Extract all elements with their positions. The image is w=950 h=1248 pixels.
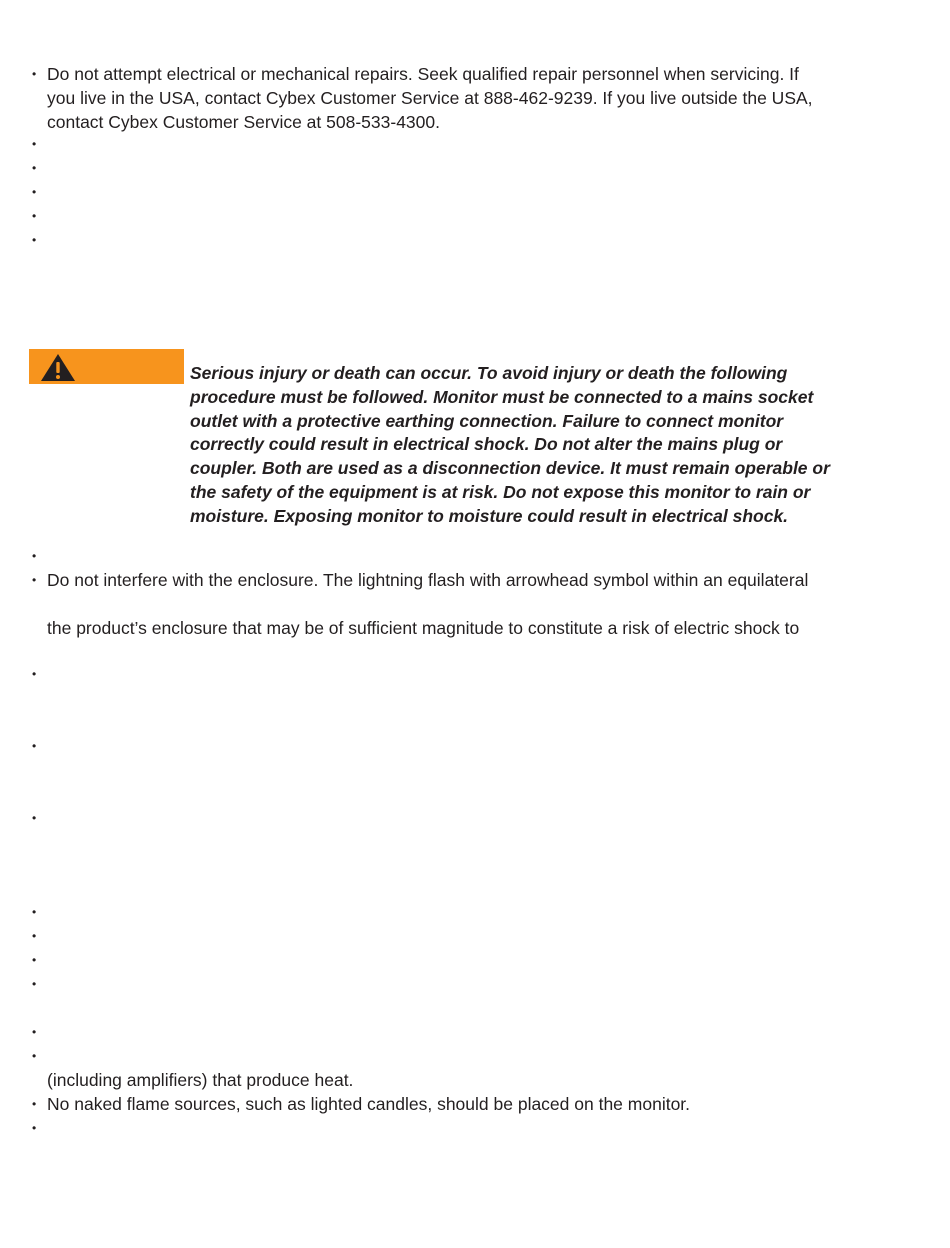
bullet-text-line: contact Cybex Customer Service at 508-533-4300. bbox=[47, 112, 440, 132]
bullet-marker: • bbox=[32, 811, 37, 825]
bullet-text-line: Do not interfere with the enclosure. The lightning flash with arrowhead symbol within an equilateral bbox=[47, 570, 809, 590]
warning-text-line: coupler. Both are used as a disconnection device. It must remain operable or bbox=[190, 458, 830, 479]
warning-text-line: correctly could result in electrical shock. Do not alter the mains plug or bbox=[190, 434, 783, 455]
bullet-marker: • bbox=[32, 977, 37, 991]
bullet-marker: • bbox=[32, 161, 37, 175]
bullet-marker: • bbox=[32, 185, 37, 199]
warning-banner bbox=[29, 349, 184, 384]
warning-text-line: moisture. Exposing monitor to moisture could result in electrical shock. bbox=[190, 505, 789, 526]
bullet-marker: • bbox=[32, 1097, 37, 1111]
bullet-marker: • bbox=[32, 1121, 37, 1135]
bullet-marker: • bbox=[32, 233, 37, 247]
warning-text-line: procedure must be followed. Monitor must be connected to a mains socket bbox=[190, 386, 814, 407]
bullet-text-line: Do not attempt electrical or mechanical repairs. Seek qualified repair personnel when servicing. If bbox=[47, 64, 799, 84]
continuation-text-line: (including amplifiers) that produce heat. bbox=[47, 1070, 354, 1090]
warning-text-line: outlet with a protective earthing connection. Failure to connect monitor bbox=[190, 410, 784, 431]
bullet-marker: • bbox=[32, 739, 37, 753]
bullet-marker: • bbox=[32, 137, 37, 151]
bullet-marker: • bbox=[32, 67, 37, 81]
bullet-marker: • bbox=[32, 905, 37, 919]
bullet-text-line: No naked flame sources, such as lighted candles, should be placed on the monitor. bbox=[47, 1094, 691, 1114]
bullet-marker: • bbox=[32, 953, 37, 967]
bullet-marker: • bbox=[32, 1049, 37, 1063]
bullet-marker: • bbox=[32, 573, 37, 587]
bullet-marker: • bbox=[32, 1025, 37, 1039]
warning-text-line: Serious injury or death can occur. To avoid injury or death the following bbox=[190, 363, 788, 383]
bullet-text-line: you live in the USA, contact Cybex Customer Service at 888-462-9239. If you live outside the USA, bbox=[47, 88, 813, 108]
bullet-marker: • bbox=[32, 209, 37, 223]
bullet-marker: • bbox=[32, 549, 37, 563]
warning-text-line: the safety of the equipment is at risk. Do not expose this monitor to rain or bbox=[190, 481, 811, 502]
bullet-marker: • bbox=[32, 929, 37, 943]
warning-triangle-icon bbox=[39, 352, 77, 382]
warning-text bbox=[190, 362, 920, 529]
continuation-text-line: the product’s enclosure that may be of sufficient magnitude to constitute a risk of electric shock to bbox=[47, 618, 800, 638]
bullet-marker: • bbox=[32, 667, 37, 681]
